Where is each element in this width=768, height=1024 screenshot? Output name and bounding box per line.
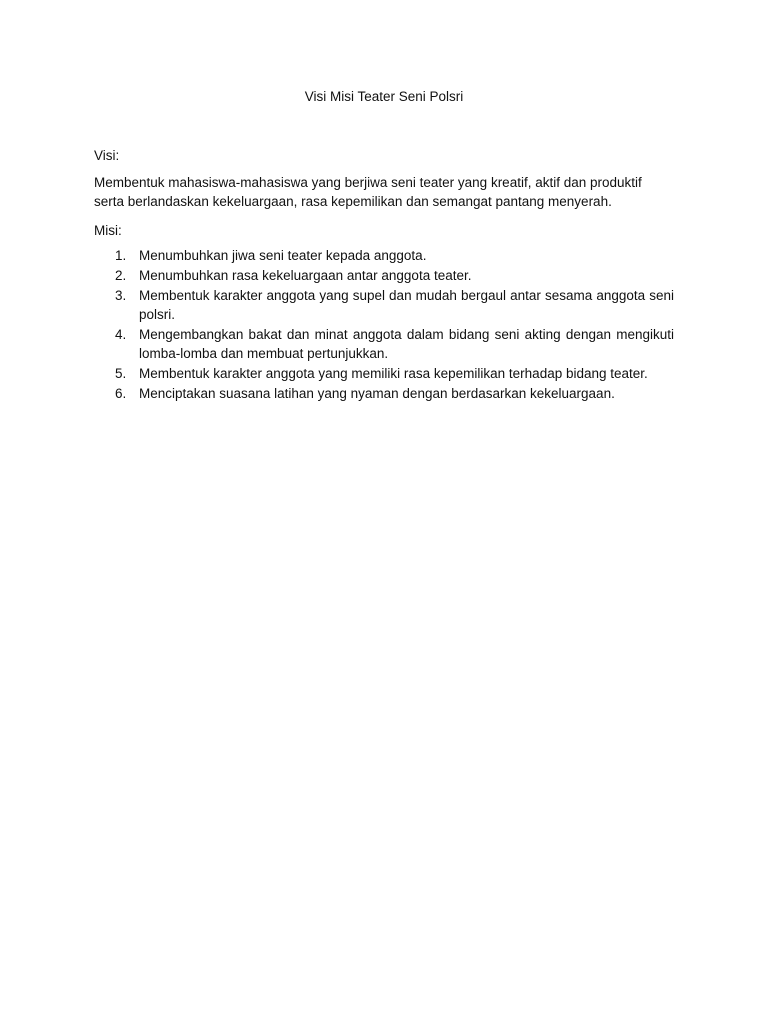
mission-item-number: 5.: [115, 366, 127, 381]
mission-item: [94, 325, 674, 363]
mission-list: [94, 246, 674, 403]
mission-heading: Misi:: [94, 223, 122, 238]
mission-item-text: Menciptakan suasana latihan yang nyaman dengan berdasarkan kekeluargaan.: [139, 386, 615, 401]
document-body: [94, 146, 674, 404]
mission-item-number: 3.: [115, 288, 127, 303]
mission-item-number: 1.: [115, 248, 127, 263]
mission-item-text: Menumbuhkan jiwa seni teater kepada anggota.: [139, 248, 427, 263]
mission-item: [94, 246, 674, 265]
document-title: Visi Misi Teater Seni Polsri: [304, 89, 464, 104]
mission-item-text: Membentuk karakter anggota yang memiliki rasa kepemilikan terhadap bidang teater.: [139, 366, 648, 381]
mission-item-text: Menumbuhkan rasa kekeluargaan antar anggota teater.: [139, 268, 472, 283]
mission-item-text: Membentuk karakter anggota yang supel dan mudah bergaul antar sesama anggota seni polsri.: [139, 288, 674, 322]
vision-heading: Visi:: [94, 148, 120, 163]
mission-item: [94, 286, 674, 324]
mission-item: [94, 384, 674, 403]
vision-text: Membentuk mahasiswa-mahasiswa yang berjiwa seni teater yang kreatif, aktif dan produktif serta berlandaskan kekeluargaan, rasa kepemilikan dan semangat pantang menyerah.: [94, 175, 642, 209]
mission-item-text: Mengembangkan bakat dan minat anggota dalam bidang seni akting dengan mengikuti lomba-lomba dan membuat pertunjukkan.: [139, 327, 674, 361]
mission-item: [94, 266, 674, 285]
mission-item-number: 6.: [115, 386, 127, 401]
mission-item-number: 2.: [115, 268, 127, 283]
mission-item: [94, 364, 674, 383]
mission-item-number: 4.: [115, 327, 127, 342]
